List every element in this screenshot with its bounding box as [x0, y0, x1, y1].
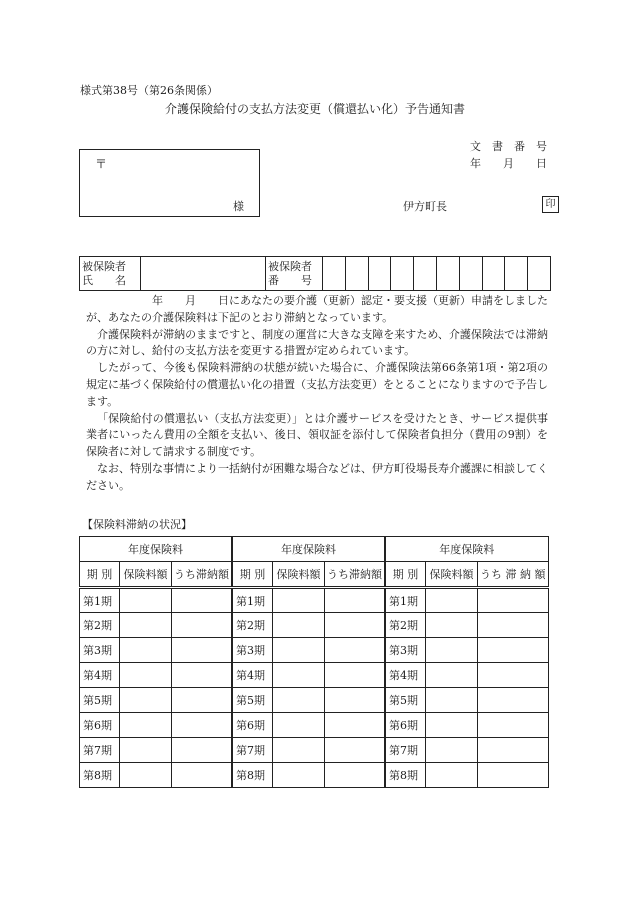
paragraph-3: したがって、今後も保険料滞納の状態が続いた場合に、介護保険法第66条第1項・第2項の規定に基づく保険給付の償還払い化の措置（支払方法変更）をとることになりますので予告します。 [86, 361, 548, 408]
status-table-1 [79, 536, 232, 788]
arrears-cell [478, 663, 549, 688]
insured-number-label: 被保険者 番 号 [266, 257, 323, 291]
status-heading: 【保険料滞納の状況】 [82, 518, 192, 531]
period-cell: 第6期 [233, 713, 273, 738]
insured-number-digit [459, 257, 482, 291]
period-cell: 第3期 [233, 638, 273, 663]
col-amount: 保険料額 [426, 562, 478, 588]
amount-cell [426, 663, 478, 688]
arrears-cell [325, 588, 385, 613]
insured-number-digit [482, 257, 505, 291]
arrears-cell [172, 638, 232, 663]
insured-number-digit [528, 257, 551, 291]
col-period: 期 別 [80, 562, 120, 588]
period-cell: 第7期 [233, 738, 273, 763]
document-title: 介護保険給付の支払方法変更（償還払い化）予告通知書 [164, 102, 465, 116]
paragraph-5: なお、特別な事情により一括納付が困難な場合などは、伊方町役場長寿介護課に相談してください。 [86, 461, 548, 492]
amount-cell [426, 688, 478, 713]
col-period: 期 別 [233, 562, 273, 588]
amount-cell [426, 713, 478, 738]
status-table-3 [385, 536, 549, 788]
insured-name-cell [141, 257, 266, 291]
arrears-cell [478, 763, 549, 788]
paragraph-4: 「保険給付の償還払い（支払方法変更）」とは介護サービスを受けたとき、サービス提供事業者にいったん費用の全額を支払い、後日、領収証を添付して保険者負担分（費用の9割）を保険者に対して請求する制度です。 [86, 411, 548, 459]
col-arrears: うち滞納額 [325, 562, 385, 588]
amount-cell [273, 713, 325, 738]
issuer-name: 伊方町長 [403, 200, 447, 213]
period-cell: 第1期 [233, 588, 273, 613]
amount-cell [273, 763, 325, 788]
arrears-cell [172, 713, 232, 738]
period-cell: 第8期 [80, 763, 120, 788]
period-cell: 第2期 [80, 613, 120, 638]
amount-cell [120, 663, 172, 688]
insured-number-digit [414, 257, 437, 291]
amount-cell [273, 613, 325, 638]
arrears-cell [478, 738, 549, 763]
amount-cell [273, 638, 325, 663]
arrears-cell [478, 613, 549, 638]
insured-info-table [79, 256, 551, 291]
period-cell: 第7期 [386, 738, 426, 763]
insured-number-digit [345, 257, 368, 291]
amount-cell [426, 588, 478, 613]
arrears-cell [325, 638, 385, 663]
arrears-cell [478, 638, 549, 663]
arrears-cell [172, 588, 232, 613]
col-amount: 保険料額 [273, 562, 325, 588]
insured-number-digit [323, 257, 346, 291]
doc-number-label: 文 書 番 号 [470, 140, 547, 153]
period-cell: 第6期 [80, 713, 120, 738]
period-cell: 第5期 [233, 688, 273, 713]
amount-cell [426, 638, 478, 663]
amount-cell [120, 713, 172, 738]
honorific: 様 [233, 200, 244, 213]
group-label: 年度保険料 [386, 537, 549, 562]
arrears-cell [325, 663, 385, 688]
postal-mark: 〒 [95, 157, 108, 171]
amount-cell [120, 738, 172, 763]
arrears-cell [478, 713, 549, 738]
notice-body [86, 293, 548, 495]
period-cell: 第3期 [80, 638, 120, 663]
date-label: 年 月 日 [470, 157, 547, 170]
insured-number-digit [436, 257, 459, 291]
period-cell: 第8期 [233, 763, 273, 788]
col-arrears: うち 滞 納 額 [478, 562, 549, 588]
period-cell: 第1期 [386, 588, 426, 613]
period-cell: 第1期 [80, 588, 120, 613]
amount-cell [426, 613, 478, 638]
arrears-cell [172, 613, 232, 638]
arrears-cell [325, 688, 385, 713]
period-cell: 第4期 [80, 663, 120, 688]
amount-cell [273, 738, 325, 763]
period-cell: 第2期 [386, 613, 426, 638]
period-cell: 第7期 [80, 738, 120, 763]
arrears-cell [172, 663, 232, 688]
arrears-cell [478, 588, 549, 613]
amount-cell [120, 763, 172, 788]
amount-cell [273, 663, 325, 688]
period-cell: 第5期 [80, 688, 120, 713]
amount-cell [426, 738, 478, 763]
paragraph-2: 介護保険料が滞納のままですと、制度の運営に大きな支障を来すため、介護保険法では滞納の方に対し、給付の支払方法を変更する措置が定められています。 [86, 327, 548, 358]
arrears-cell [325, 738, 385, 763]
insured-number-digit [368, 257, 391, 291]
group-label: 年度保険料 [233, 537, 385, 562]
amount-cell [120, 688, 172, 713]
amount-cell [273, 688, 325, 713]
arrears-cell [325, 713, 385, 738]
arrears-cell [325, 763, 385, 788]
status-table-2 [232, 536, 385, 788]
amount-cell [120, 638, 172, 663]
period-cell: 第2期 [233, 613, 273, 638]
doc-header [470, 138, 560, 172]
col-arrears: うち滞納額 [172, 562, 232, 588]
period-cell: 第5期 [386, 688, 426, 713]
amount-cell [120, 588, 172, 613]
arrears-cell [172, 738, 232, 763]
period-cell: 第8期 [386, 763, 426, 788]
period-cell: 第4期 [386, 663, 426, 688]
insured-number-digit [391, 257, 414, 291]
form-number: 様式第38号（第26条関係） [80, 84, 218, 97]
insured-name-label: 被保険者 氏 名 [80, 257, 141, 291]
insured-number-digit [505, 257, 528, 291]
arrears-cell [172, 763, 232, 788]
arrears-cell [325, 613, 385, 638]
col-amount: 保険料額 [120, 562, 172, 588]
period-cell: 第4期 [233, 663, 273, 688]
arrears-cell [172, 688, 232, 713]
amount-cell [273, 588, 325, 613]
period-cell: 第6期 [386, 713, 426, 738]
paragraph-1: 年 月 日にあなたの要介護（更新）認定・要支援（更新）申請をしましたが、あなたの介護保険料は下記のとおり滞納となっています。 [86, 294, 548, 324]
period-cell: 第3期 [386, 638, 426, 663]
seal-mark: 印 [542, 196, 559, 213]
group-label: 年度保険料 [80, 537, 232, 562]
amount-cell [426, 763, 478, 788]
arrears-cell [478, 688, 549, 713]
col-period: 期 別 [386, 562, 426, 588]
amount-cell [120, 613, 172, 638]
